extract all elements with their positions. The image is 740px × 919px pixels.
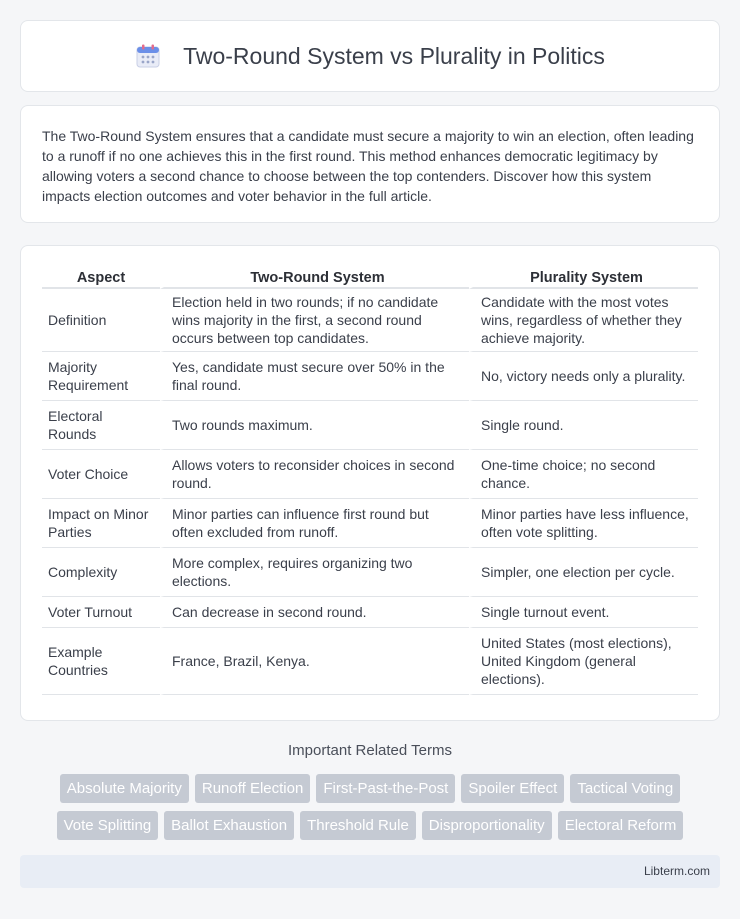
tag-vote-splitting[interactable]: Vote Splitting	[57, 811, 159, 840]
table-row	[42, 499, 698, 548]
row-plurality: Single turnout event.	[469, 597, 698, 628]
tag-first-past-the-post[interactable]: First-Past-the-Post	[316, 774, 455, 803]
table-header-row	[42, 265, 698, 289]
row-plurality: No, victory needs only a plurality.	[469, 352, 698, 401]
row-plurality: Minor parties have less influence, often vote splitting.	[469, 499, 698, 548]
header-plurality: Plurality System	[469, 265, 698, 289]
comparison-card	[20, 245, 720, 721]
row-aspect: Complexity	[42, 548, 160, 597]
tag-electoral-reform[interactable]: Electoral Reform	[558, 811, 684, 840]
tag-threshold-rule[interactable]: Threshold Rule	[300, 811, 416, 840]
row-aspect: Electoral Rounds	[42, 401, 160, 450]
tag-disproportionality[interactable]: Disproportionality	[422, 811, 552, 840]
table-row	[42, 289, 698, 352]
comparison-table	[42, 265, 698, 695]
row-aspect: Majority Requirement	[42, 352, 160, 401]
footer-site-link[interactable]: Libterm.com	[643, 864, 710, 878]
row-plurality: One-time choice; no second chance.	[469, 450, 698, 499]
row-two-round: Two rounds maximum.	[160, 401, 469, 450]
header-aspect: Aspect	[42, 265, 160, 289]
intro-card	[20, 105, 720, 223]
intro-text: The Two-Round System ensures that a candidate must secure a majority to win an election, often leading to a runoff if no one achieves this in the first round. This method enhances democratic legitimacy by allowing voters a second chance to choose between the top contenders. Discover how this system impacts election outcomes and voter behavior in the full article.	[42, 128, 694, 204]
tag-tactical-voting[interactable]: Tactical Voting	[570, 774, 680, 803]
table-row	[42, 352, 698, 401]
row-aspect: Voter Choice	[42, 450, 160, 499]
row-plurality: Simpler, one election per cycle.	[469, 548, 698, 597]
tag-absolute-majority[interactable]: Absolute Majority	[60, 774, 189, 803]
row-plurality: Candidate with the most votes wins, regardless of whether they achieve majority.	[469, 289, 698, 352]
tag-ballot-exhaustion[interactable]: Ballot Exhaustion	[164, 811, 294, 840]
table-row	[42, 401, 698, 450]
row-aspect: Definition	[42, 289, 160, 352]
tag-runoff-election[interactable]: Runoff Election	[195, 774, 310, 803]
row-plurality: Single round.	[469, 401, 698, 450]
header-card	[20, 20, 720, 92]
row-two-round: Election held in two rounds; if no candidate wins majority in the first, a second round occurs between top candidates.	[160, 289, 469, 352]
related-terms-title: Important Related Terms	[288, 742, 452, 759]
row-two-round: Minor parties can influence first round but often excluded from runoff.	[160, 499, 469, 548]
related-terms	[20, 774, 720, 848]
row-two-round: Yes, candidate must secure over 50% in the final round.	[160, 352, 469, 401]
table-row	[42, 548, 698, 597]
row-aspect: Impact on Minor Parties	[42, 499, 160, 548]
page-title: Two-Round System vs Plurality in Politics	[183, 42, 605, 69]
row-plurality: United States (most elections), United Kingdom (general elections).	[469, 628, 698, 695]
calendar-icon	[135, 43, 161, 69]
footer	[20, 855, 720, 888]
table-row	[42, 597, 698, 628]
header-two-round: Two-Round System	[160, 265, 469, 289]
table-row	[42, 628, 698, 695]
tag-row	[20, 774, 720, 803]
row-two-round: Can decrease in second round.	[160, 597, 469, 628]
table-row	[42, 450, 698, 499]
row-aspect: Voter Turnout	[42, 597, 160, 628]
tag-row	[20, 811, 720, 840]
row-two-round: France, Brazil, Kenya.	[160, 628, 469, 695]
row-two-round: More complex, requires organizing two elections.	[160, 548, 469, 597]
row-two-round: Allows voters to reconsider choices in second round.	[160, 450, 469, 499]
tag-spoiler-effect[interactable]: Spoiler Effect	[461, 774, 564, 803]
row-aspect: Example Countries	[42, 628, 160, 695]
